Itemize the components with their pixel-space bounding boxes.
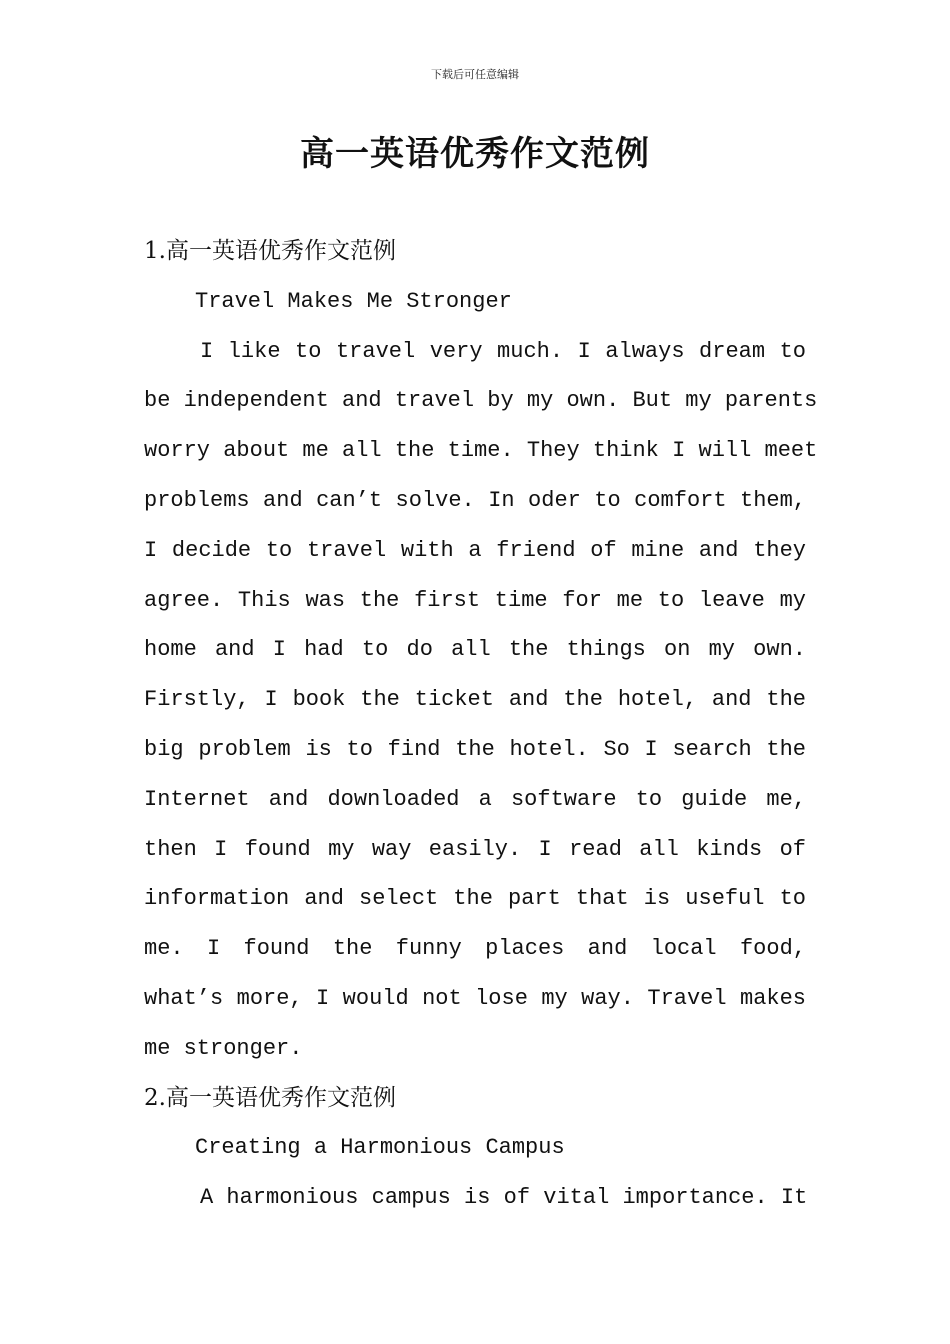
- paragraph-line: problems and can’t solve. In oder to comfort them,: [144, 487, 806, 513]
- paragraph-line: be independent and travel by my own. But my parents: [144, 388, 818, 414]
- paragraph-line: me stronger.: [144, 1035, 303, 1061]
- section-heading: 1.高一英语优秀作文范例: [144, 238, 396, 264]
- document-title: 高一英语优秀作文范例: [300, 134, 650, 174]
- paragraph-line: me. I found the funny places and local food,: [144, 936, 806, 962]
- document-body: [144, 227, 818, 1223]
- paragraph-line: then I found my way easily. I read all kinds of: [144, 836, 806, 862]
- paragraph-line: worry about me all the time. They think I will meet: [144, 438, 818, 464]
- section-heading: 2.高一英语优秀作文范例: [144, 1084, 396, 1111]
- paragraph-line: I decide to travel with a friend of mine and they: [144, 537, 806, 563]
- paragraph-line: Internet and downloaded a software to guide me,: [144, 786, 806, 812]
- essay-title: Travel Makes Me Stronger: [195, 288, 512, 314]
- paragraph-line: information and select the part that is useful to: [144, 886, 806, 912]
- paragraph-line: agree. This was the first time for me to leave my: [144, 587, 806, 613]
- paragraph-line: A harmonious campus is of vital importance. It: [200, 1185, 808, 1211]
- header-note: 下载后可任意编辑: [431, 68, 519, 81]
- essay-title: Creating a Harmonious Campus: [195, 1135, 565, 1161]
- paragraph-line: home and I had to do all the things on my own.: [144, 637, 806, 663]
- paragraph-line: what’s more, I would not lose my way. Travel makes: [144, 985, 806, 1011]
- paragraph-line: Firstly, I book the ticket and the hotel, and the: [144, 687, 806, 713]
- paragraph-line: big problem is to find the hotel. So I search the: [144, 736, 806, 762]
- paragraph-line: I like to travel very much. I always dream to: [200, 338, 806, 364]
